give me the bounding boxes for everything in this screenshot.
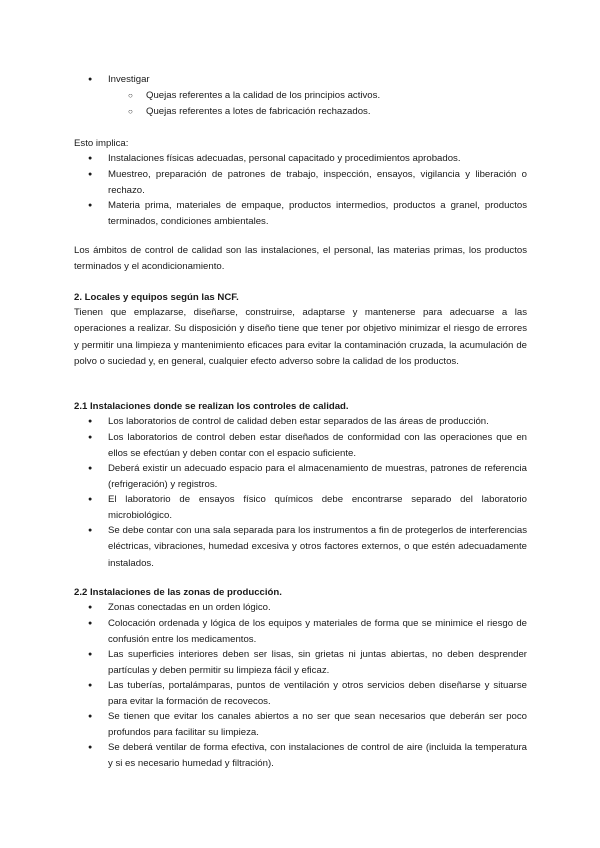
list-item: ● Las tuberías, portalámparas, puntos de ventilación y otros servicios deben diseñarse y situarse para evitar la formación de recovecos.: [108, 678, 527, 711]
implica-intro: Esto implica:: [74, 138, 129, 149]
section-2-body: Tienen que emplazarse, diseñarse, construirse, adaptarse y mantenerse para adecuarse a las operaciones a realizar. Su disposición y diseño tiene que tener por objetivo minimizar el riesgo de errores y permitir una limpieza y mantenimiento eficaces para evitar la contaminación cruzada, la acumulación de polvo o suciedad y, en general, cualquier efecto adverso sobre la calidad de los productos.: [74, 307, 527, 367]
ambitos-paragraph: Los ámbitos de control de calidad son las instalaciones, el personal, las materias primas, los productos terminados y el acondicionamiento.: [74, 245, 527, 273]
list-item: ● Colocación ordenada y lógica de los equipos y materiales de forma que se minimice el riesgo de confusión entre los medicamentos.: [108, 616, 527, 649]
list-item: ● Deberá existir un adecuado espacio para el almacenamiento de muestras, patrones de referencia (refrigeración) y registros.: [108, 461, 527, 494]
sub-list-item: ○ Quejas referentes a lotes de fabricación rechazados.: [146, 104, 527, 120]
list-item: ● Los laboratorios de control de calidad deben estar separados de las áreas de producción.: [108, 414, 527, 430]
list-item: ● Los laboratorios de control deben estar diseñados de conformidad con las operaciones que en ellos se efectúan y deben contar con el espacio suficiente.: [108, 430, 527, 463]
list-item: ● El laboratorio de ensayos físico químicos debe encontrarse separado del laboratorio microbiológico.: [108, 492, 527, 525]
section-2-1-heading: 2.1 Instalaciones donde se realizan los controles de calidad.: [74, 401, 349, 412]
sub-list-item: ○ Quejas referentes a la calidad de los principios activos.: [146, 88, 527, 104]
list-item: ● Materia prima, materiales de empaque, productos intermedios, productos a granel, productos terminados, condiciones ambientales.: [108, 198, 527, 231]
section-2-heading: 2. Locales y equipos según las NCF.: [74, 292, 239, 303]
section-2-2-heading: 2.2 Instalaciones de las zonas de producción.: [74, 587, 282, 598]
list-item: ● Se debe contar con una sala separada para los instrumentos a fin de protegerlos de interferencias eléctricas, vibraciones, humedad excesiva y otros factores externos, o que estén adecuadamente instalados.: [108, 523, 527, 572]
list-item-investigar: ● Investigar: [108, 72, 527, 88]
list-item: ● Las superficies interiores deben ser lisas, sin grietas ni juntas abiertas, no deben desprender partículas y deben permitir su limpieza fácil y eficaz.: [108, 647, 527, 680]
list-item: ● Instalaciones físicas adecuadas, personal capacitado y procedimientos aprobados.: [108, 151, 527, 167]
list-item: ● Zonas conectadas en un orden lógico.: [108, 600, 527, 616]
list-item: ● Se tienen que evitar los canales abiertos a no ser que sean necesarios que deberán ser poco profundos para facilitar su limpieza.: [108, 709, 527, 742]
list-item: ● Se deberá ventilar de forma efectiva, con instalaciones de control de aire (incluida la temperatura y si es necesario humedad y filtración).: [108, 740, 527, 773]
list-item: ● Muestreo, preparación de patrones de trabajo, inspección, ensayos, vigilancia y liberación o rechazo.: [108, 167, 527, 200]
